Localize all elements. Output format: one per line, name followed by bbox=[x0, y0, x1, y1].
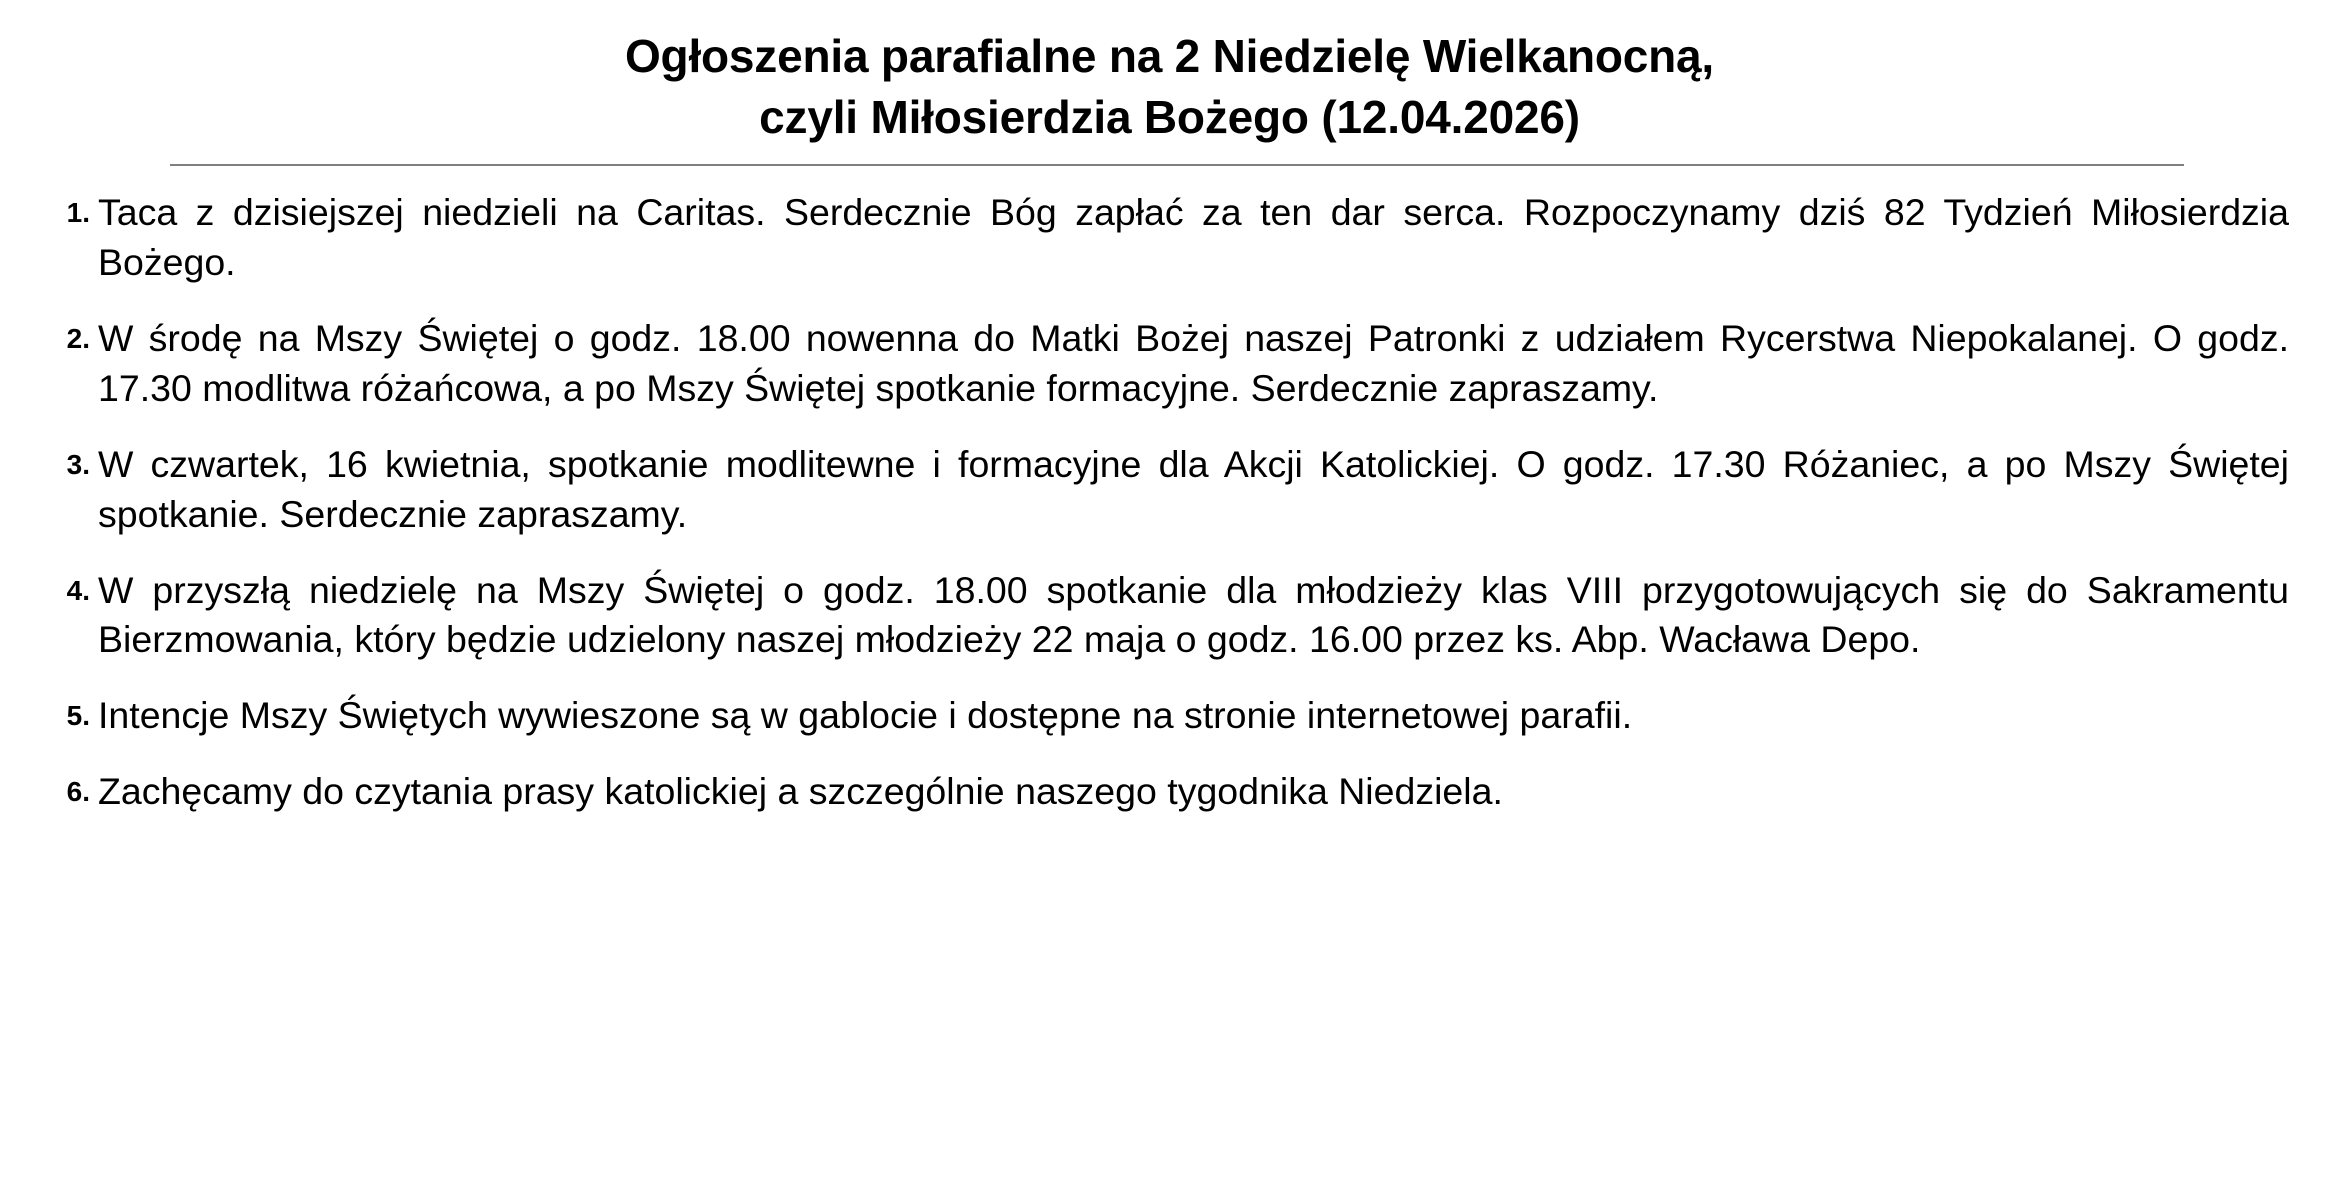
title-divider bbox=[170, 164, 2184, 166]
title-line-2: czyli Miłosierdzia Bożego (12.04.2026) bbox=[759, 91, 1580, 144]
announcement-text: W środę na Mszy Świętej o godz. 18.00 nowenna do Matki Bożej naszej Patronki z udziałem Rycerstwa Niepokalanej. O godz. 17.30 modlitwa różańcowa, a po Mszy Świętej spotkanie formacyjne. Serdecznie zapraszamy. bbox=[98, 317, 2289, 409]
list-item bbox=[40, 691, 2299, 741]
title-line-1: Ogłoszenia parafialne na 2 Niedzielę Wielkanocną, bbox=[624, 30, 1715, 82]
announcement-text: W przyszłą niedzielę na Mszy Świętej o godz. 18.00 spotkanie dla młodzieży klas VIII przygotowujących się do Sakramentu Bierzmowania, który będzie udzielony naszej młodzieży 22 maja o godz. 16.00 przez ks. Abp. Wacława Depo. bbox=[98, 568, 2289, 661]
announcement-text: Zachęcamy do czytania prasy katolickiej a szczególnie naszego tygodnika Niedziela. bbox=[98, 770, 1503, 813]
list-item bbox=[40, 767, 2299, 817]
announcement-text: Intencje Mszy Świętych wywieszone są w gablocie i dostępne na stronie internetowej parafii. bbox=[98, 694, 1633, 737]
page-title bbox=[40, 26, 2299, 148]
list-item bbox=[40, 440, 2299, 540]
announcement-list bbox=[40, 188, 2299, 817]
list-item bbox=[40, 188, 2299, 288]
announcement-text: W czwartek, 16 kwietnia, spotkanie modlitewne i formacyjne dla Akcji Katolickiej. O godz. 17.30 Różaniec, a po Mszy Świętej spotkanie. Serdecznie zapraszamy. bbox=[98, 442, 2289, 535]
list-item bbox=[40, 566, 2299, 666]
list-item bbox=[40, 314, 2299, 414]
announcement-text: Taca z dzisiejszej niedzieli na Caritas. Serdecznie Bóg zapłać za ten dar serca. Rozpoczynamy dziś 82 Tydzień Miłosierdzia Bożego. bbox=[98, 191, 2289, 284]
